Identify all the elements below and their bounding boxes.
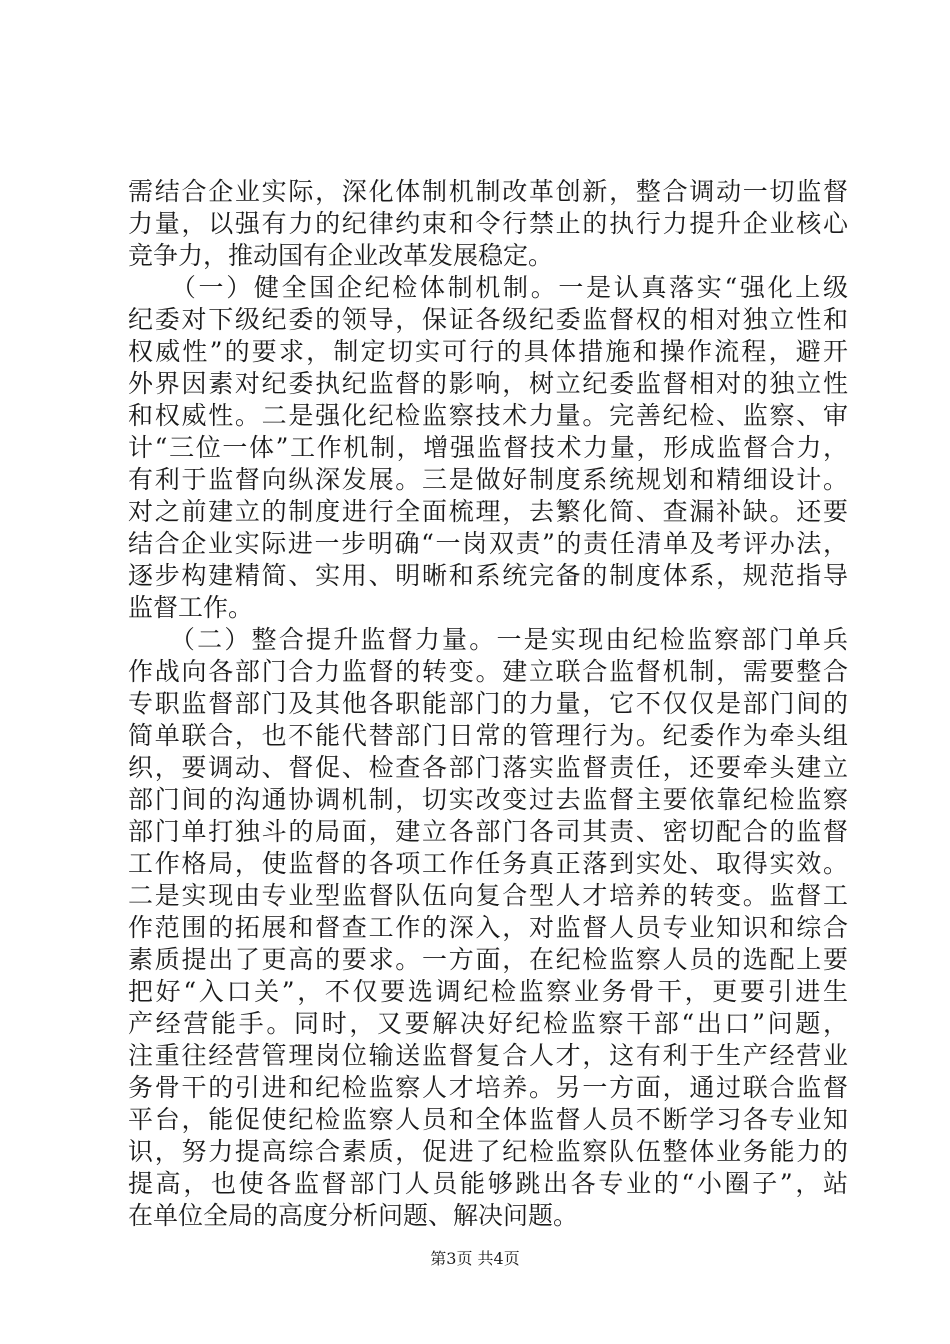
text-line: 在单位全局的高度分析问题、解决问题。 — [128, 1201, 579, 1230]
text-line: 作战向各部门合力监督的转变。建立联合监督机制，需要整合 — [128, 657, 848, 686]
text-line: （一）健全国企纪检体制机制。一是认真落实“强化上级 — [128, 273, 848, 302]
text-line: 结合企业实际进一步明确“一岗双责”的责任清单及考评办法， — [128, 529, 848, 558]
text-line: 有利于监督向纵深发展。三是做好制度系统规划和精细设计。 — [128, 465, 848, 494]
page-footer: 第3页 共4页 — [430, 1249, 520, 1268]
text-line: 平台，能促使纪检监察人员和全体监督人员不断学习各专业知 — [128, 1105, 848, 1134]
body-text — [128, 176, 848, 1232]
text-line: 识，努力提高综合素质，促进了纪检监察队伍整体业务能力的 — [128, 1137, 848, 1166]
text-line: 注重往经营管理岗位输送监督复合人才，这有利于生产经营业 — [128, 1041, 848, 1070]
text-line: 简单联合，也不能代替部门日常的管理行为。纪委作为牵头组 — [128, 721, 848, 750]
text-line: 竞争力，推动国有企业改革发展稳定。 — [128, 241, 554, 270]
text-line: 产经营能手。同时，又要解决好纪检监察干部“出口”问题， — [128, 1009, 848, 1038]
text-line: 对之前建立的制度进行全面梳理，去繁化简、查漏补缺。还要 — [128, 497, 848, 526]
text-line: 力量，以强有力的纪律约束和令行禁止的执行力提升企业核心 — [128, 209, 848, 238]
text-line: 部门间的沟通协调机制，切实改变过去监督主要依靠纪检监察 — [128, 785, 848, 814]
text-line: 纪委对下级纪委的领导，保证各级纪委监督权的相对独立性和 — [128, 305, 848, 334]
text-line: 需结合企业实际，深化体制机制改革创新，整合调动一切监督 — [128, 177, 848, 206]
text-line: 提高，也使各监督部门人员能够跳出各专业的“小圈子”，站 — [128, 1169, 848, 1198]
text-line: 织，要调动、督促、检查各部门落实监督责任，还要牵头建立 — [128, 753, 848, 782]
text-line: 素质提出了更高的要求。一方面，在纪检监察人员的选配上要 — [128, 945, 848, 974]
text-line: （二）整合提升监督力量。一是实现由纪检监察部门单兵 — [128, 625, 848, 654]
text-line: 和权威性。二是强化纪检监察技术力量。完善纪检、监察、审 — [128, 401, 848, 430]
text-line: 部门单打独斗的局面，建立各部门各司其责、密切配合的监督 — [128, 817, 848, 846]
text-line: 计“三位一体”工作机制，增强监督技术力量，形成监督合力， — [128, 433, 848, 462]
text-line: 权威性”的要求，制定切实可行的具体措施和操作流程，避开 — [128, 337, 848, 366]
text-line: 工作格局，使监督的各项工作任务真正落到实处、取得实效。 — [128, 849, 848, 878]
text-line: 把好“入口关”，不仅要选调纪检监察业务骨干，更要引进生 — [128, 977, 848, 1006]
text-line: 专职监督部门及其他各职能部门的力量，它不仅仅是部门间的 — [128, 689, 848, 718]
text-line: 逐步构建精简、实用、明晰和系统完备的制度体系，规范指导 — [128, 561, 848, 590]
text-line: 外界因素对纪委执纪监督的影响，树立纪委监督相对的独立性 — [128, 369, 848, 398]
text-line: 作范围的拓展和督查工作的深入，对监督人员专业知识和综合 — [128, 913, 848, 942]
text-line: 二是实现由专业型监督队伍向复合型人才培养的转变。监督工 — [128, 881, 848, 910]
text-line: 务骨干的引进和纪检监察人才培养。另一方面，通过联合监督 — [128, 1073, 848, 1102]
text-line: 监督工作。 — [128, 593, 254, 622]
